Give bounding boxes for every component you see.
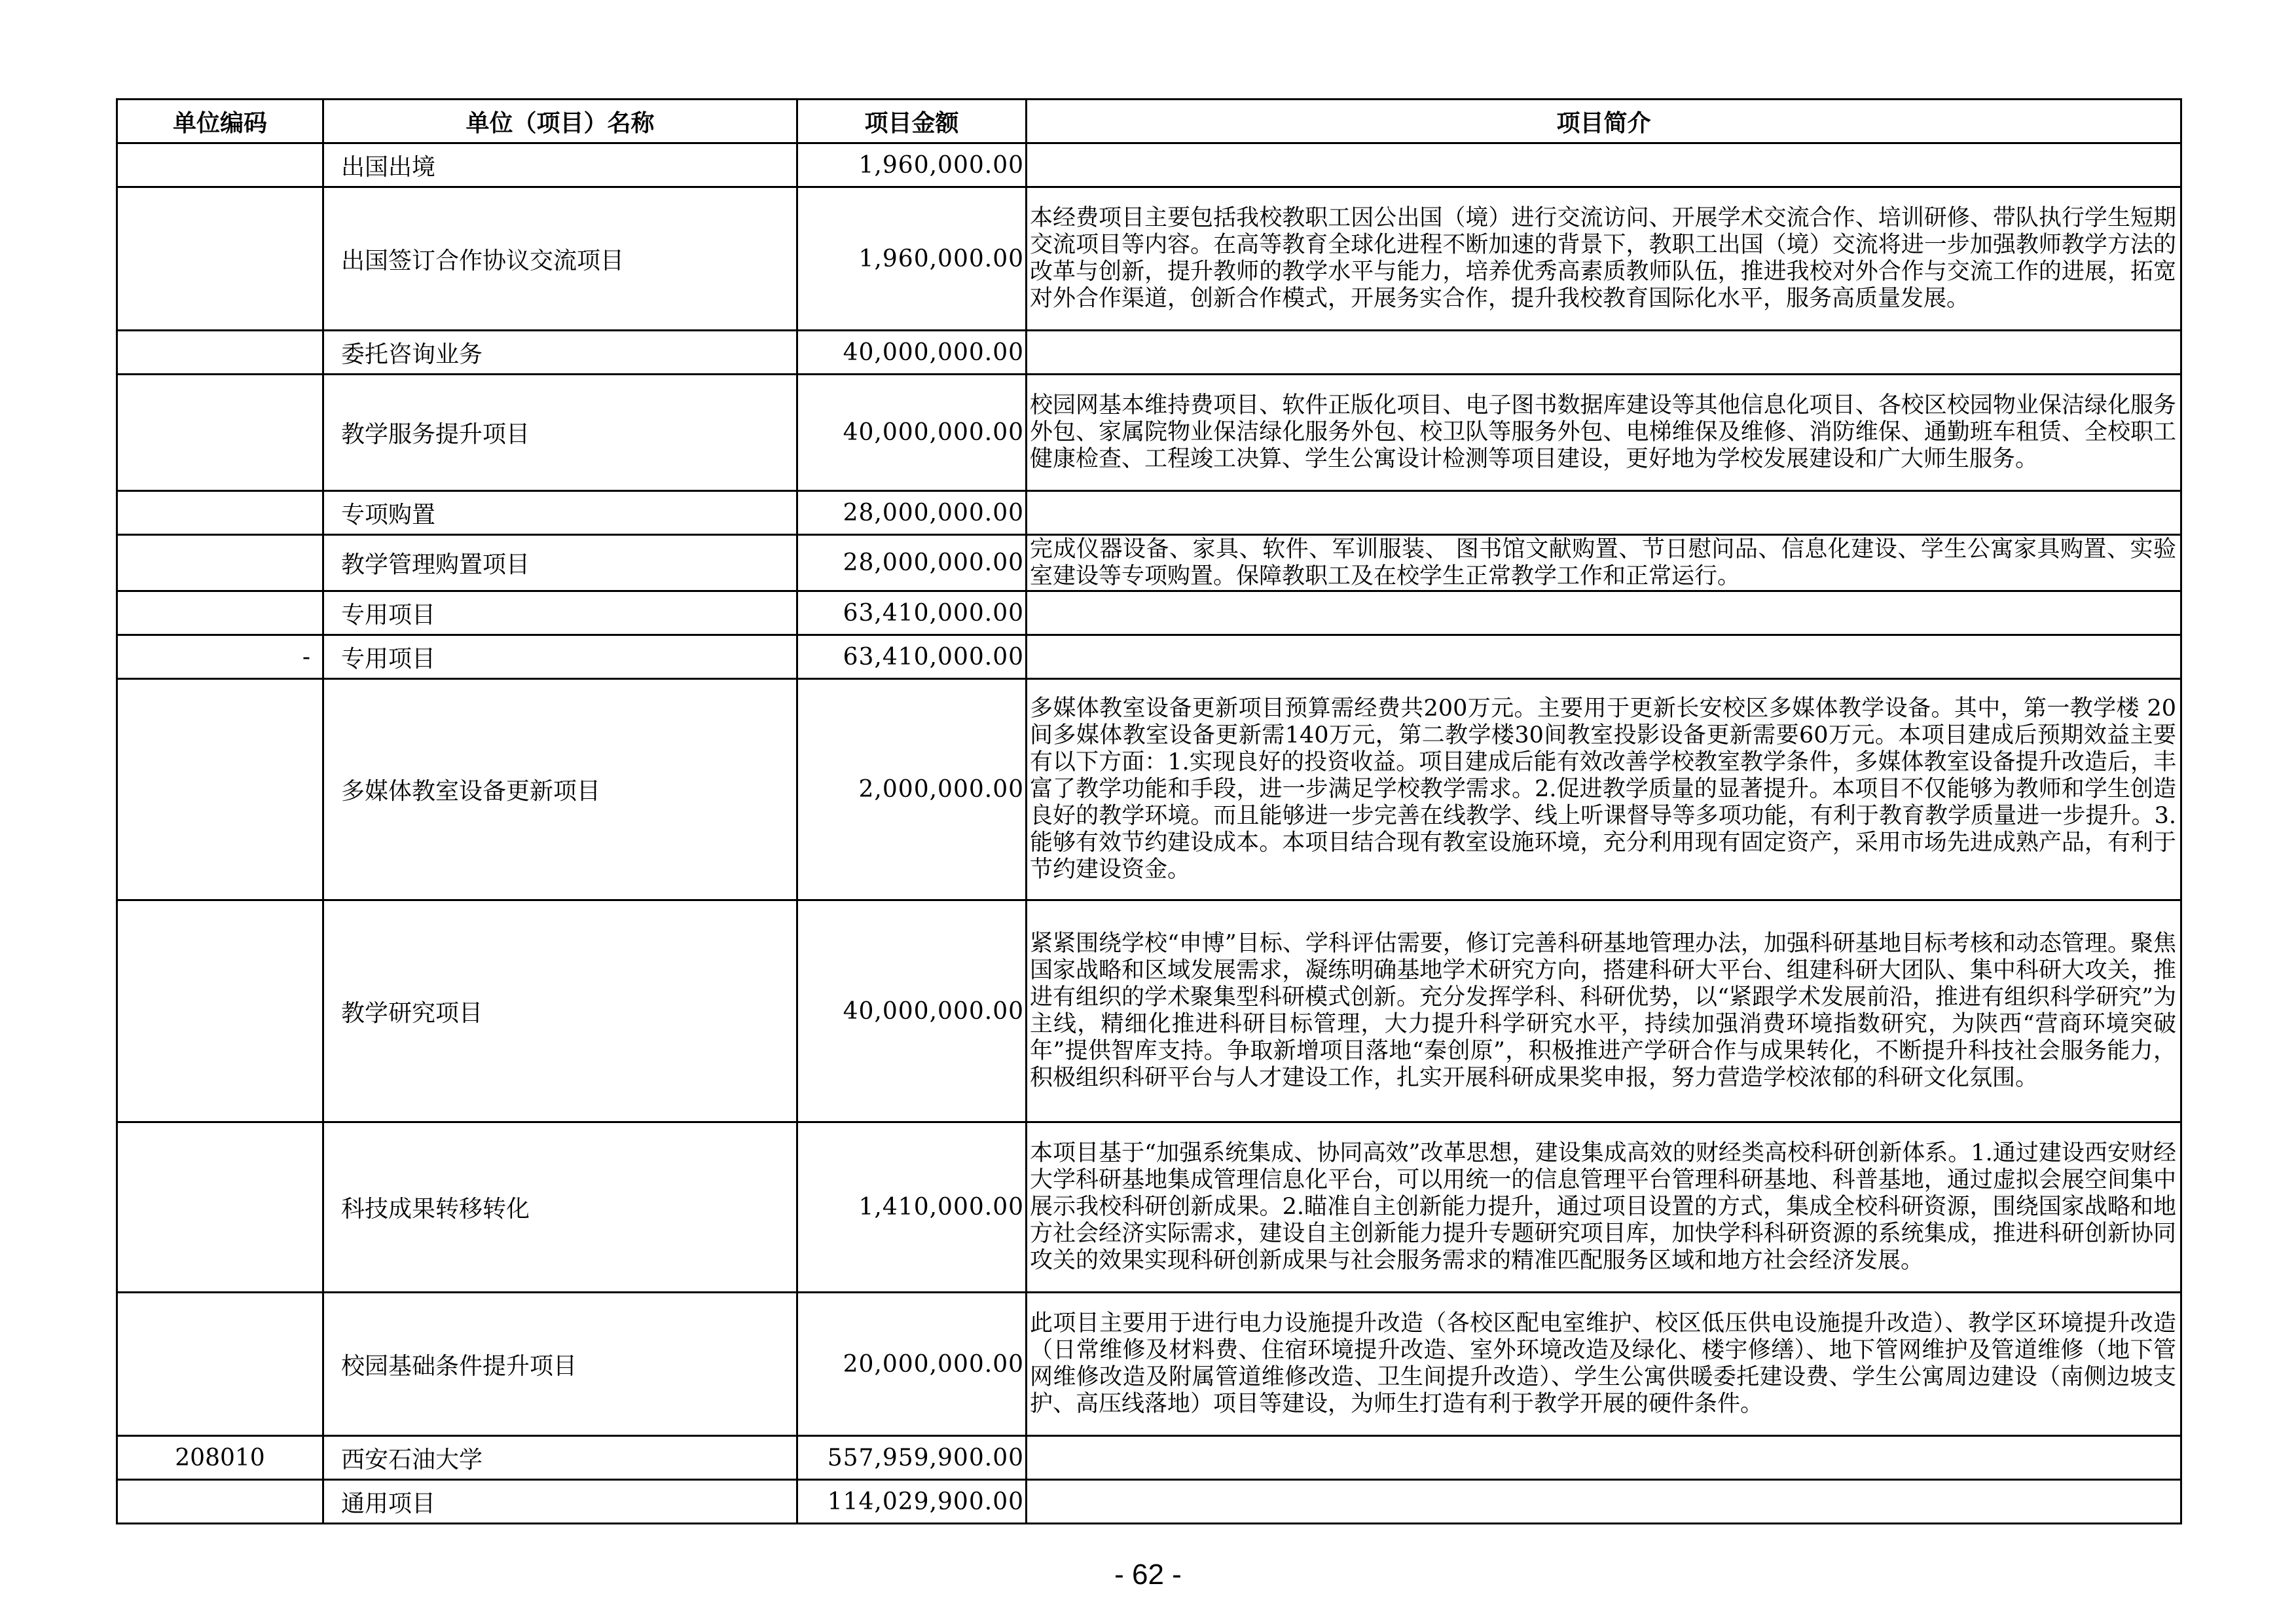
description-cell: 本项目基于“加强系统集成、协同高效”改革思想，建设集成高效的财经类高校科研创新体系。1.通过建设西安财经大学科研基地集成管理信息化平台，可以用统一的信息管理平台管理科研基地、科普基地，通过虚拟会展空间集中展示我校科研创新成果。2.瞄准自主创新能力提升，通过项目设置的方式，集成全校科研资源，围绕国家战略和地方社会经济实际需求，建设自主创新能力提升专题研究项目库，加快学科科研资源的系统集成，推进科研创新协同攻关的效果实现科研创新成果与社会服务需求的精准匹配服务区域和地方社会经济发展。 <box>1027 1122 2181 1293</box>
description-cell: 多媒体教室设备更新项目预算需经费共200万元。主要用于更新长安校区多媒体教学设备。其中，第一教学楼 20间多媒体教室设备更新需140万元，第二教学楼30间教室投影设备更新需要60万元。本项目建成后预期效益主要有以下方面：1.实现良好的投资收益。项目建成后能有效改善学校教室教学条件，多媒体教室设备提升改造后，丰富了教学功能和手段，进一步满足学校教学需求。2.促进教学质量的显著提升。本项目不仅能够为教师和学生创造良好的教学环境。而且能够进一步完善在线教学、线上听课督导等多项功能，有利于教育教学质量进一步提升。3.能够有效节约建设成本。本项目结合现有教室设施环境，充分利用现有固定资产，采用市场先进成熟产品，有利于节约建设资金。 <box>1027 679 2181 900</box>
header-description: 项目简介 <box>1027 100 2181 143</box>
description-cell <box>1027 331 2181 375</box>
project-name-cell: 校园基础条件提升项目 <box>323 1293 797 1436</box>
amount-cell: 63,410,000.00 <box>797 635 1027 679</box>
description-cell <box>1027 1436 2181 1480</box>
project-name-cell: 教学管理购置项目 <box>323 535 797 591</box>
amount-cell: 1,960,000.00 <box>797 143 1027 187</box>
description-cell: 此项目主要用于进行电力设施提升改造（各校区配电室维护、校区低压供电设施提升改造）、教学区环境提升改造（日常维修及材料费、住宿环境提升改造、室外环境改造及绿化、楼宇修缮）、地下管网维护及管道维修（地下管网维修改造及附属管道维修改造、卫生间提升改造）、学生公寓供暖委托建设费、学生公寓周边建设（南侧边坡支护、高压线落地）项目等建设，为师生打造有利于教学开展的硬件条件。 <box>1027 1293 2181 1436</box>
page-number: - 62 - <box>1114 1559 1182 1591</box>
table-row <box>117 635 2181 679</box>
amount-cell: 28,000,000.00 <box>797 491 1027 535</box>
amount-cell: 114,029,900.00 <box>797 1480 1027 1524</box>
project-name-cell: 多媒体教室设备更新项目 <box>323 679 797 900</box>
project-name-cell: 出国出境 <box>323 143 797 187</box>
unit-code-cell <box>117 331 323 375</box>
unit-code-cell <box>117 491 323 535</box>
description-cell: 紧紧围绕学校“申博”目标、学科评估需要，修订完善科研基地管理办法，加强科研基地目标考核和动态管理。聚焦国家战略和区域发展需求，凝练明确基地学术研究方向，搭建科研大平台、组建科研大团队、集中科研大攻关，推进有组织的学术聚集型科研模式创新。充分发挥学科、科研优势，以“紧跟学术发展前沿，推进有组织科学研究”为主线，精细化推进科研目标管理，大力提升科学研究水平，持续加强消费环境指数研究，为陕西“营商环境突破年”提供智库支持。争取新增项目落地“秦创原”，积极推进产学研合作与成果转化，不断提升科技社会服务能力，积极组织科研平台与人才建设工作，扎实开展科研成果奖申报，努力营造学校浓郁的科研文化氛围。 <box>1027 900 2181 1122</box>
project-name-cell: 专项购置 <box>323 491 797 535</box>
project-name-cell: 专用项目 <box>323 591 797 635</box>
table-row <box>117 900 2181 1122</box>
unit-code-cell <box>117 143 323 187</box>
project-name-cell: 教学研究项目 <box>323 900 797 1122</box>
table-header-row <box>117 100 2181 143</box>
table-row <box>117 535 2181 591</box>
table-row <box>117 375 2181 491</box>
description-cell <box>1027 1480 2181 1524</box>
project-name-cell: 委托咨询业务 <box>323 331 797 375</box>
budget-table <box>116 98 2182 1524</box>
description-cell: 完成仪器设备、家具、软件、军训服装、 图书馆文献购置、节日慰问品、信息化建设、学生公寓家具购置、实验室建设等专项购置。保障教职工及在校学生正常教学工作和正常运行。 <box>1027 535 2181 591</box>
unit-code-cell <box>117 1293 323 1436</box>
unit-code-cell <box>117 375 323 491</box>
project-name-cell: 专用项目 <box>323 635 797 679</box>
description-cell <box>1027 491 2181 535</box>
header-unit-code: 单位编码 <box>117 100 323 143</box>
description-cell <box>1027 591 2181 635</box>
unit-code-cell: 208010 <box>117 1436 323 1480</box>
table-row <box>117 1293 2181 1436</box>
table-row <box>117 1480 2181 1524</box>
unit-code-cell <box>117 679 323 900</box>
table-row <box>117 591 2181 635</box>
unit-code-cell <box>117 900 323 1122</box>
project-name-cell: 通用项目 <box>323 1480 797 1524</box>
unit-code-cell <box>117 1480 323 1524</box>
unit-code-cell <box>117 591 323 635</box>
amount-cell: 1,410,000.00 <box>797 1122 1027 1293</box>
project-name-cell: 出国签订合作协议交流项目 <box>323 187 797 331</box>
table-row <box>117 1436 2181 1480</box>
description-cell <box>1027 143 2181 187</box>
table-row <box>117 679 2181 900</box>
amount-cell: 40,000,000.00 <box>797 331 1027 375</box>
amount-cell: 28,000,000.00 <box>797 535 1027 591</box>
header-unit-name: 单位（项目）名称 <box>323 100 797 143</box>
amount-cell: 20,000,000.00 <box>797 1293 1027 1436</box>
amount-cell: 40,000,000.00 <box>797 375 1027 491</box>
amount-cell: 63,410,000.00 <box>797 591 1027 635</box>
table-row <box>117 331 2181 375</box>
project-name-cell: 教学服务提升项目 <box>323 375 797 491</box>
project-name-cell: 科技成果转移转化 <box>323 1122 797 1293</box>
project-name-cell: 西安石油大学 <box>323 1436 797 1480</box>
header-amount: 项目金额 <box>797 100 1027 143</box>
amount-cell: 2,000,000.00 <box>797 679 1027 900</box>
table-row <box>117 187 2181 331</box>
unit-code-cell <box>117 1122 323 1293</box>
table-row <box>117 1122 2181 1293</box>
description-cell: 校园网基本维持费项目、软件正版化项目、电子图书数据库建设等其他信息化项目、各校区校园物业保洁绿化服务外包、家属院物业保洁绿化服务外包、校卫队等服务外包、电梯维保及维修、消防维保、通勤班车租赁、全校职工健康检查、工程竣工决算、学生公寓设计检测等项目建设，更好地为学校发展建设和广大师生服务。 <box>1027 375 2181 491</box>
amount-cell: 40,000,000.00 <box>797 900 1027 1122</box>
table-row <box>117 491 2181 535</box>
amount-cell: 1,960,000.00 <box>797 187 1027 331</box>
amount-cell: 557,959,900.00 <box>797 1436 1027 1480</box>
description-cell: 本经费项目主要包括我校教职工因公出国（境）进行交流访问、开展学术交流合作、培训研修、带队执行学生短期交流项目等内容。在高等教育全球化进程不断加速的背景下，教职工出国（境）交流将进一步加强教师教学方法的改革与创新，提升教师的教学水平与能力，培养优秀高素质教师队伍，推进我校对外合作与交流工作的进展，拓宽对外合作渠道，创新合作模式，开展务实合作，提升我校教育国际化水平，服务高质量发展。 <box>1027 187 2181 331</box>
unit-code-cell <box>117 535 323 591</box>
description-cell <box>1027 635 2181 679</box>
unit-code-cell <box>117 187 323 331</box>
unit-code-cell: - <box>117 635 323 679</box>
table-row <box>117 143 2181 187</box>
